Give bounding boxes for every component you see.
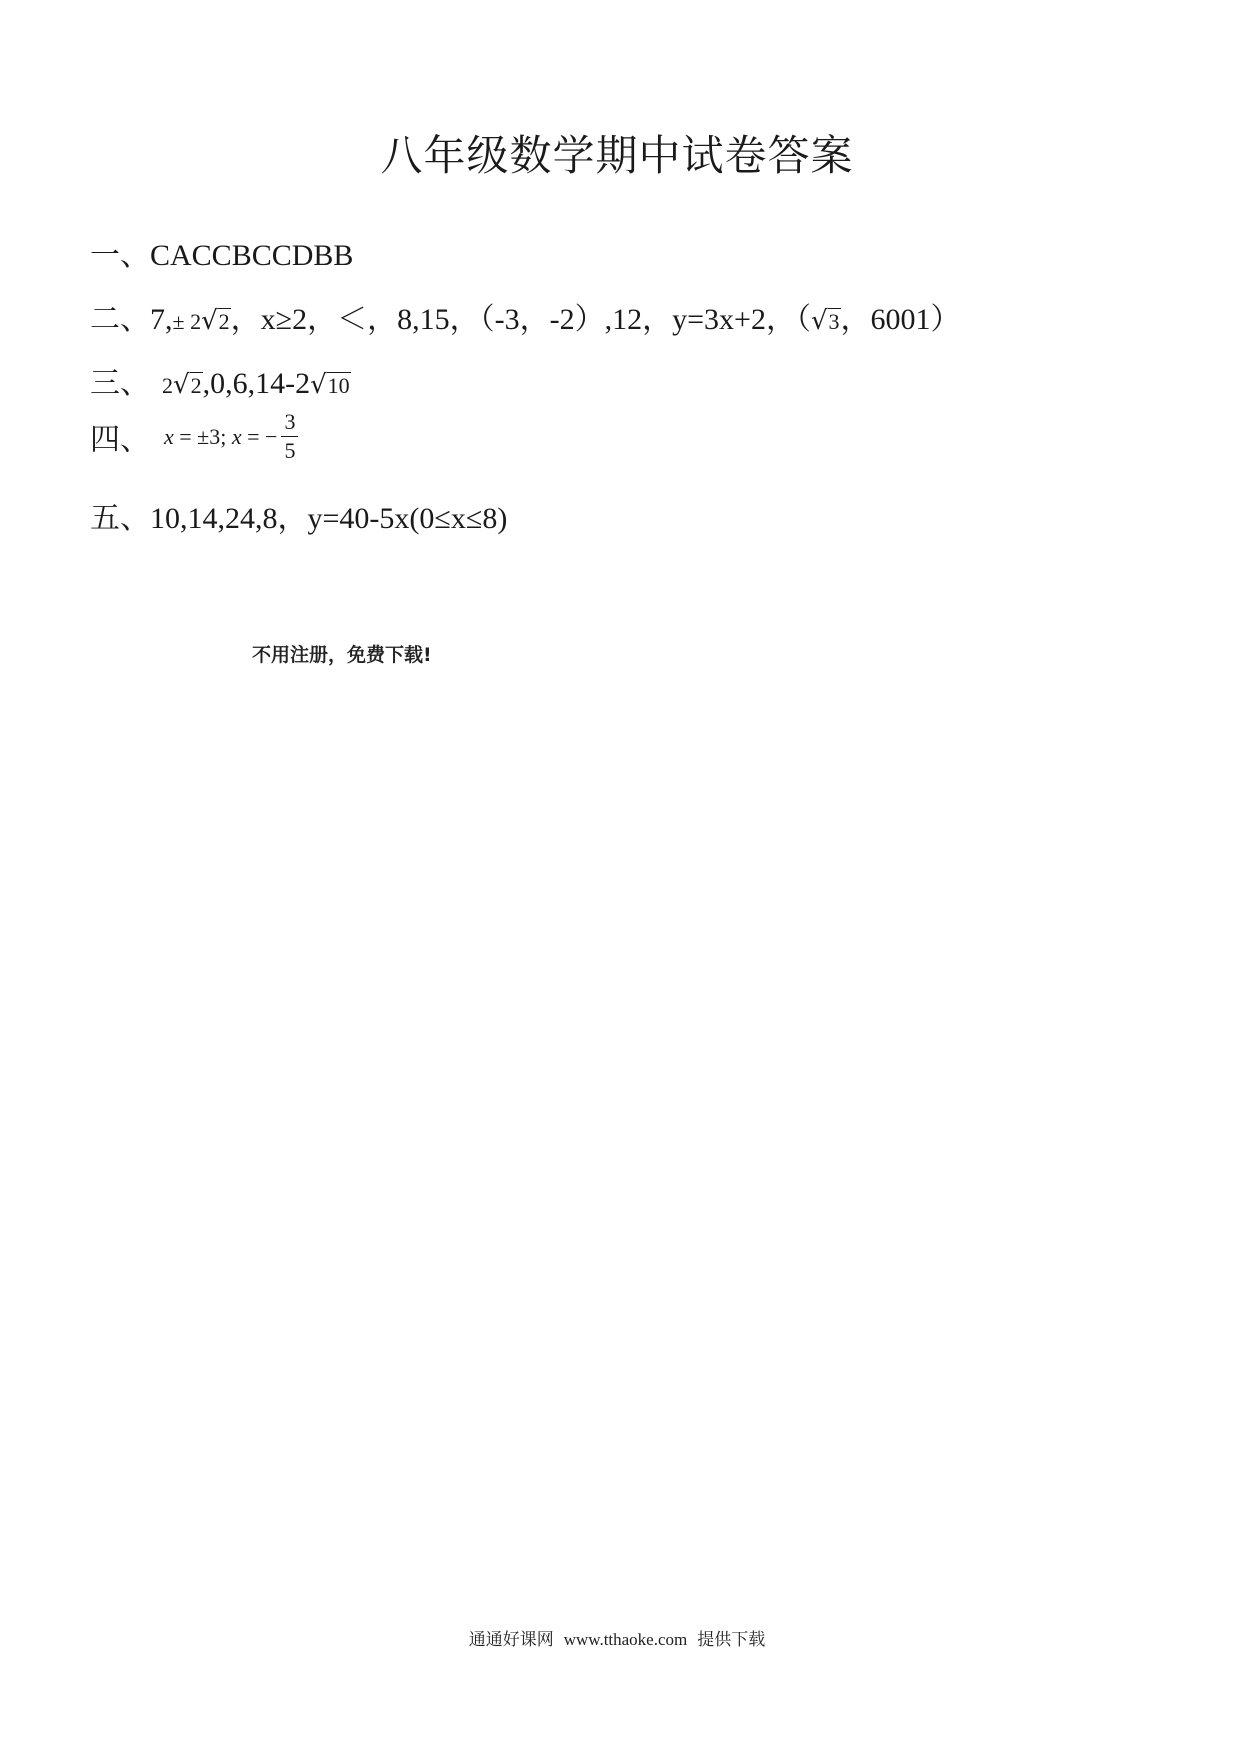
answer-marker-five: 五、 [90,501,150,536]
answer-marker-three: 三、 [90,366,150,401]
radicand: 2 [218,309,230,334]
fraction-numerator: 3 [281,408,298,437]
radicand: 3 [828,309,840,334]
promo-note: 不用注册，免费下载! [252,644,432,666]
answer-row-one [90,230,353,274]
answer-row-three [90,358,351,402]
sqrt-expression [201,303,231,337]
answer-marker-one: 一、 [90,238,150,273]
answer-two-part2: ，x≥2，＜，8,15，（-3，-2）,12，y=3x+2，（ [230,303,811,336]
equation-part2: = − [241,423,278,449]
answer-row-five [90,493,507,537]
fraction-denominator: 5 [284,438,296,463]
footer-suffix: 提供下载 [697,1630,766,1650]
page-title: 八年级数学期中试卷答案 [380,131,854,181]
answer-text-one: CACCBCCDBB [150,239,354,272]
footer-site-name: 通通好课网 [468,1630,554,1650]
variable-x: x [164,423,174,449]
answer-row-two [90,294,961,338]
radical-sign-icon: √ [173,370,190,400]
radicand: 10 [327,373,350,398]
sqrt-expression [310,367,351,401]
answer-row-four [90,408,298,465]
fraction [281,408,298,465]
plus-minus-coefficient: ± 2 [172,309,202,334]
radical-sign-icon: √ [201,306,218,336]
sqrt-expression [173,367,203,401]
answer-two-part3: ，6001） [840,303,961,336]
radical-sign-icon: √ [310,370,327,400]
footer-url-link[interactable]: www.tthaoke.com [563,1630,688,1649]
sqrt-expression [811,303,841,337]
equation [164,424,277,449]
variable-x: x [231,423,242,449]
answer-text-five: 10,14,24,8，y=40-5x(0≤x≤8) [150,502,508,535]
radicand: 2 [190,373,202,398]
answer-two-part1: 7, [150,303,173,336]
coefficient: 2 [162,373,173,398]
footer [0,1625,1234,1650]
answer-marker-two: 二、 [90,302,150,337]
answer-three-part1: ,0,6,14-2 [202,367,311,400]
radical-sign-icon: √ [810,306,828,336]
answer-marker-four: 四、 [90,422,150,458]
equation-part1: = ±3; [173,423,232,449]
